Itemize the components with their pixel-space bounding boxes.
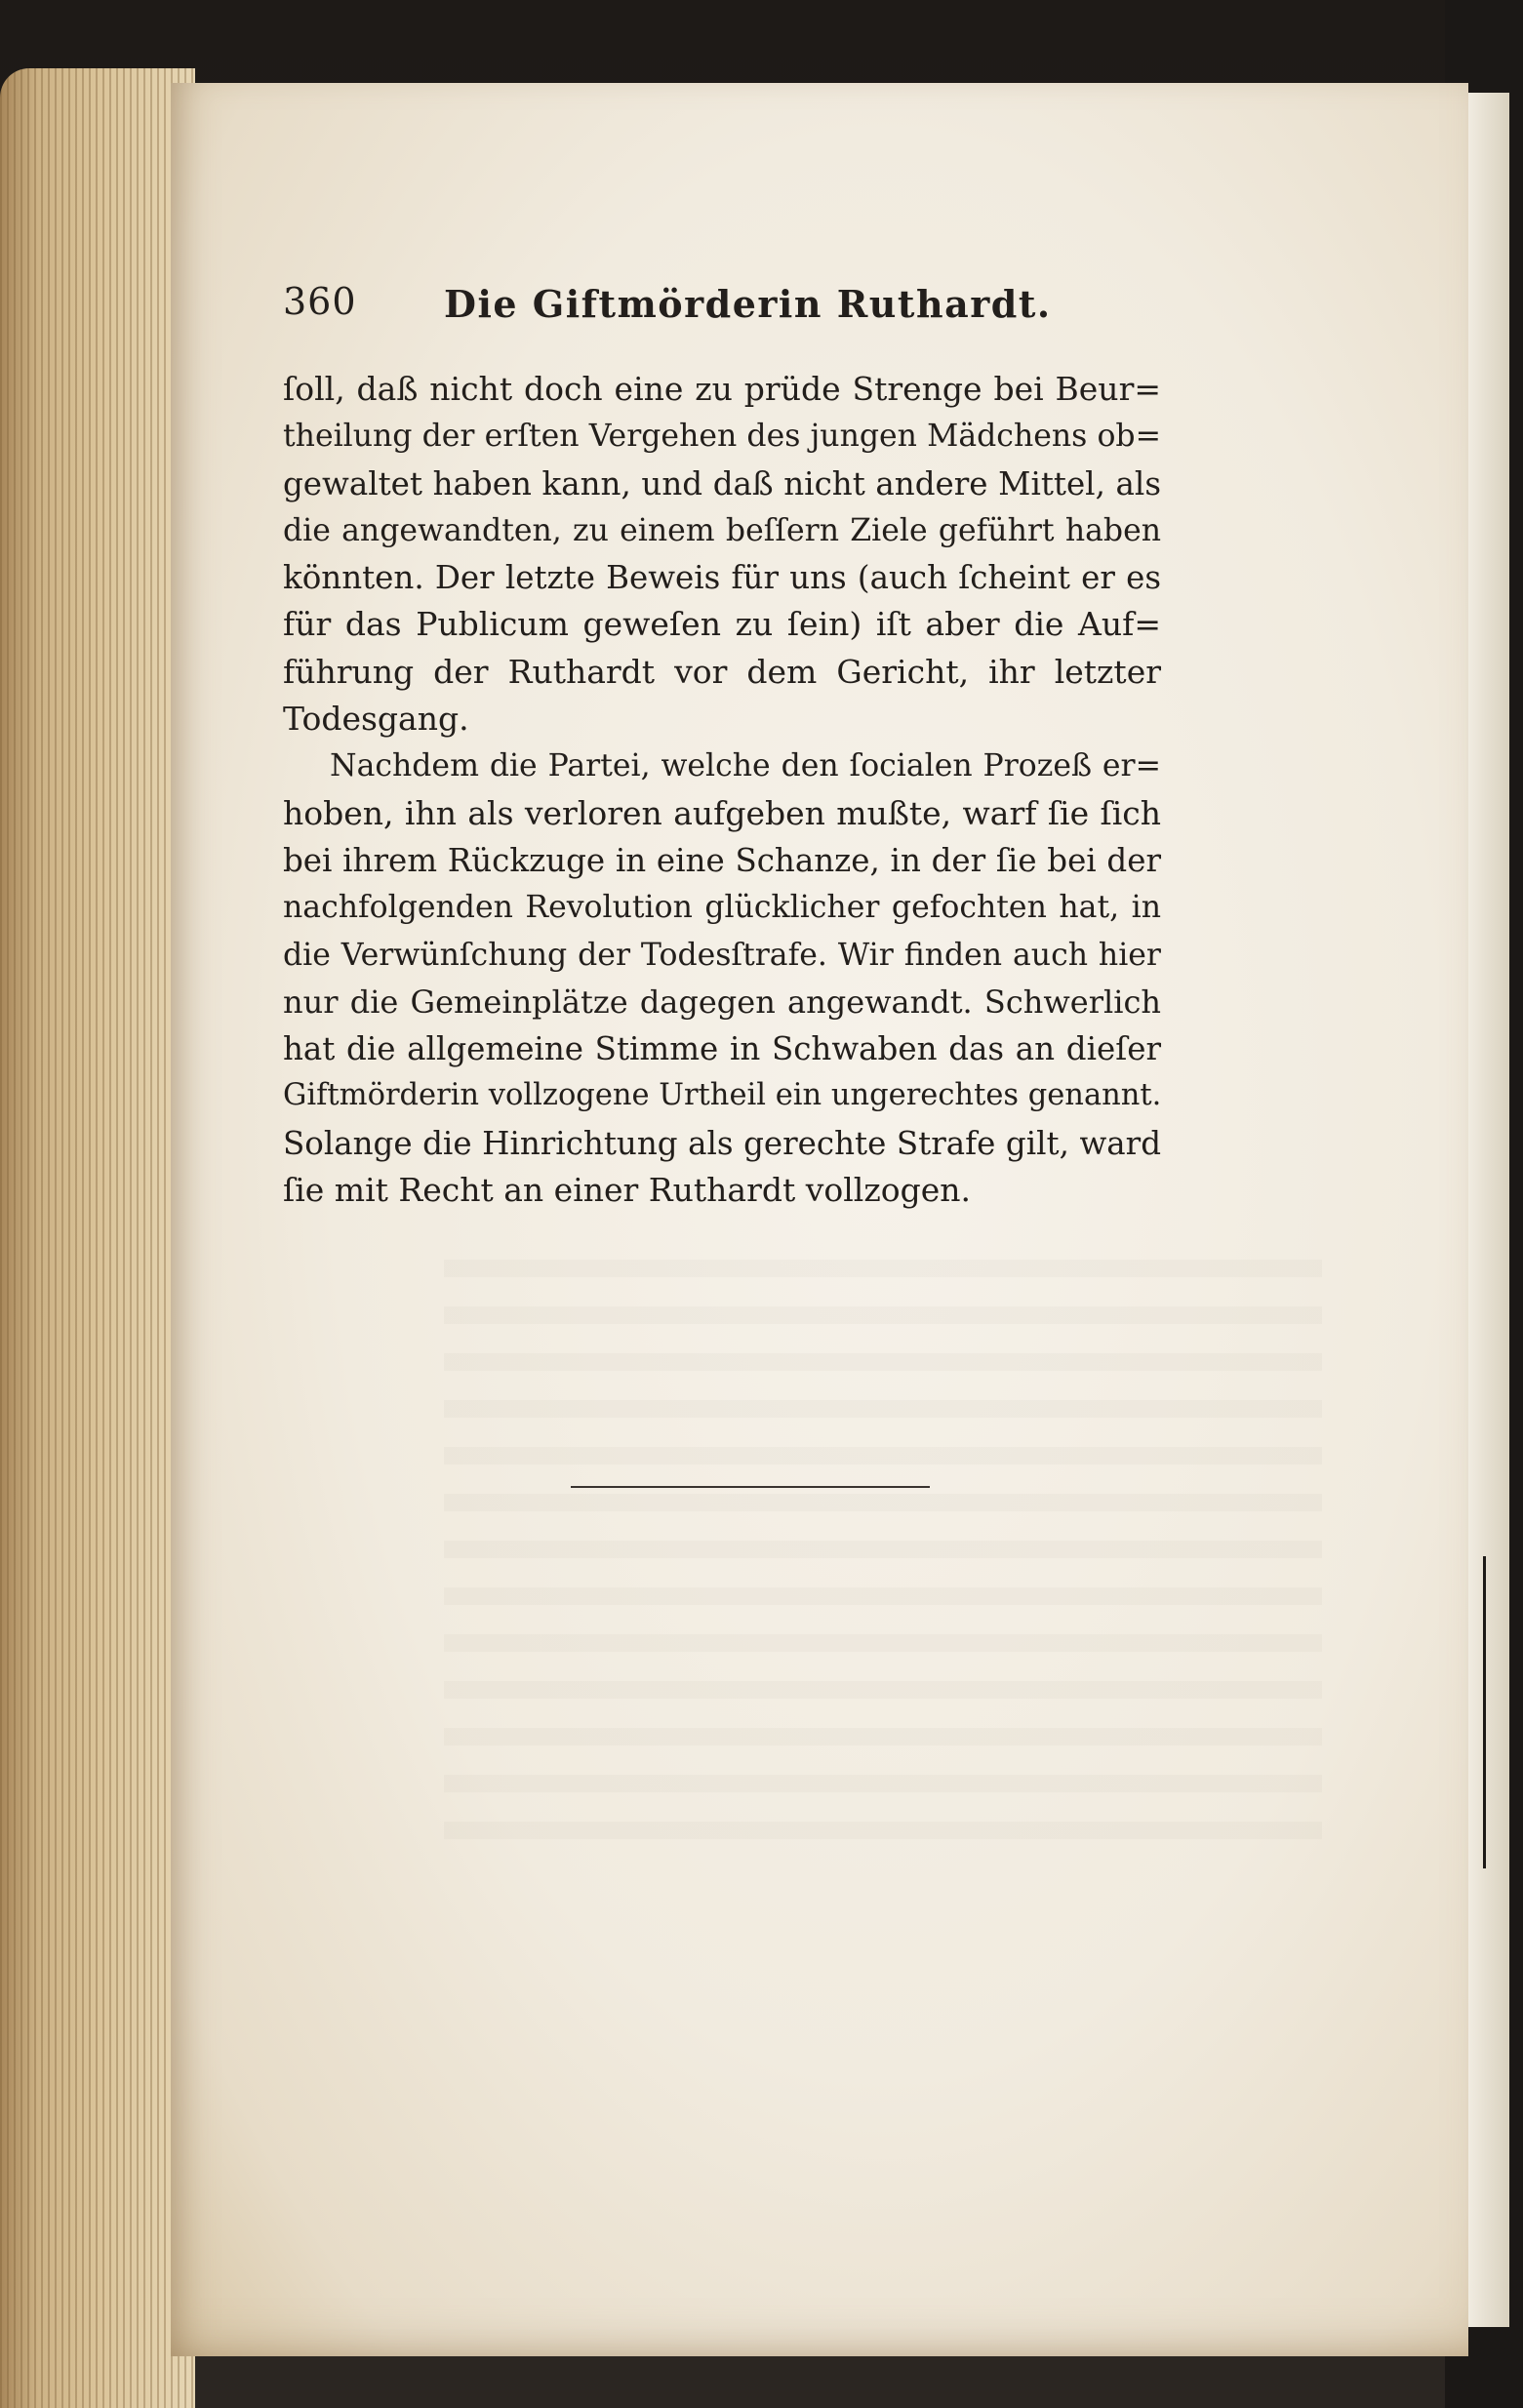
text-line: hoben, ihn als verloren aufgeben mußte, warf ſie ſich bbox=[283, 793, 1161, 832]
text-line: nachfolgenden Revolution glücklicher gefochten hat, in bbox=[283, 890, 1161, 926]
page-header bbox=[283, 280, 1161, 339]
page-number: 360 bbox=[283, 280, 357, 323]
page-edges-left bbox=[0, 68, 195, 2408]
text-line: ſoll, daß nicht doch eine zu prüde Strenge bei Beur= bbox=[283, 370, 1161, 408]
paragraph-2 bbox=[283, 742, 1161, 1214]
body-text bbox=[283, 366, 1161, 1214]
text-line: theilung der erſten Vergehen des jungen Mädchens ob= bbox=[283, 419, 1161, 455]
text-line: könnten. Der letzte Beweis für uns (auch ſcheint er es bbox=[283, 559, 1161, 597]
running-title: Die Giftmörderin Ruthardt. bbox=[444, 282, 1052, 326]
page-edges-right bbox=[1463, 93, 1509, 2327]
text-line: führung der Ruthardt vor dem Gericht, ihr letzter bbox=[283, 652, 1161, 691]
text-line: Todesgang. bbox=[283, 700, 469, 739]
text-line: Giftmörderin vollzogene Urtheil ein ungerechtes genannt. bbox=[283, 1078, 1162, 1113]
paragraph-1 bbox=[283, 366, 1161, 742]
text-line: gewaltet haben kann, und daß nicht andere Mittel, als bbox=[283, 464, 1161, 502]
text-line: Nachdem die Partei, welche den ſocialen Prozeß er= bbox=[330, 748, 1161, 784]
text-line: bei ihrem Rückzuge in eine Schanze, in der ſie bei der bbox=[283, 841, 1161, 879]
text-line: hat die allgemeine Stimme in Schwaben das an dieſer bbox=[283, 1030, 1161, 1068]
end-rule bbox=[571, 1486, 930, 1488]
text-line: Solange die Hinrichtung als gerechte Strafe gilt, ward bbox=[283, 1124, 1161, 1162]
text-line: für das Publicum geweſen zu ſein) iſt aber die Auf= bbox=[283, 605, 1161, 644]
text-line: die Verwünſchung der Todesſtrafe. Wir finden auch hier bbox=[283, 937, 1161, 973]
text-line: die angewandten, zu einem beſſern Ziele geführt haben bbox=[283, 512, 1161, 548]
text-line: ſie mit Recht an einer Ruthardt vollzogen. bbox=[283, 1171, 972, 1210]
text-line: nur die Gemeinplätze dagegen angewandt. Schwerlich bbox=[283, 983, 1161, 1021]
